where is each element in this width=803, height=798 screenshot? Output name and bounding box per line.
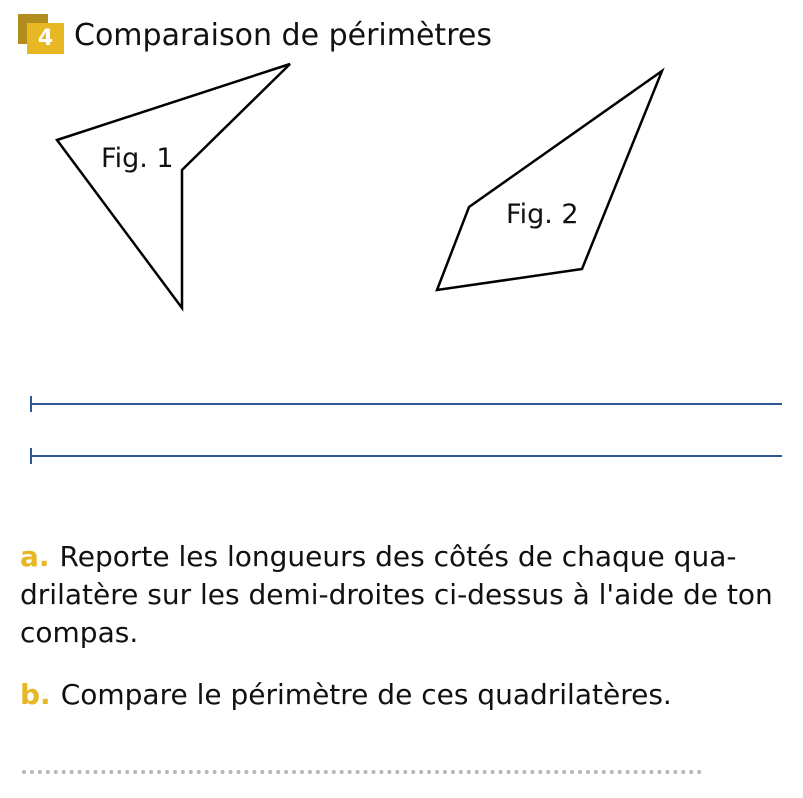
- question-a-text: Reporte les longueurs des côtés de chaque qua-drilatère sur les demi-droites ci-dessus à l'aide de ton compas.: [20, 540, 773, 649]
- figure-2-quadrilateral: [437, 71, 662, 290]
- half-line-1: [31, 396, 782, 412]
- exercise-number: 4: [27, 23, 64, 54]
- figure-1-quadrilateral: [57, 64, 290, 308]
- half-line-2: [31, 448, 782, 464]
- figure-2-label: Fig. 2: [506, 199, 579, 230]
- figure-1-label: Fig. 1: [101, 143, 174, 174]
- question-a-letter: a.: [20, 540, 50, 573]
- question-b-text: Compare le périmètre de ces quadrilatères.: [60, 678, 672, 711]
- question-b-letter: b.: [20, 678, 51, 711]
- answer-dotted-line[interactable]: [22, 770, 702, 774]
- question-a: [20, 538, 790, 652]
- exercise-title: Comparaison de périmètres: [74, 18, 492, 53]
- question-b: [20, 676, 790, 714]
